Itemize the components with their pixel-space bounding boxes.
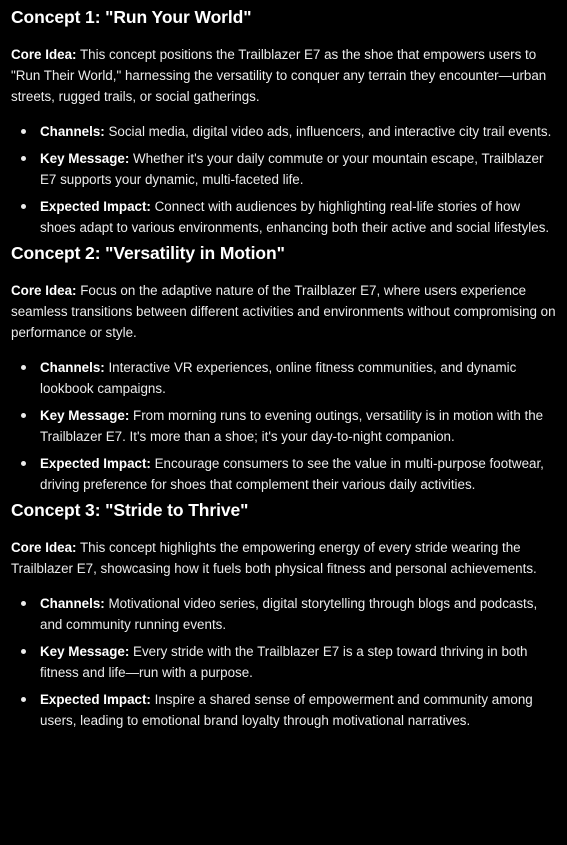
concept-bullet-list (11, 593, 559, 731)
list-item (11, 148, 559, 190)
bullet-text: Motivational video series, digital storytelling through blogs and podcasts, and community running events. (40, 596, 538, 632)
list-item (11, 689, 559, 731)
core-idea-label: Core Idea: (11, 47, 77, 62)
concept-3 (11, 498, 559, 731)
bullet-text: Social media, digital video ads, influencers, and interactive city trail events. (104, 124, 552, 139)
list-item (11, 357, 559, 399)
bullet-text: Encourage consumers to see the value in multi-purpose footwear, driving preference for shoes that complement their various daily activities. (40, 456, 544, 492)
bullet-icon (21, 649, 26, 654)
core-idea-text: This concept highlights the empowering energy of every stride wearing the Trailblazer E7, showcasing how it fuels both physical fitness and personal achievements. (11, 540, 537, 576)
bullet-text: From morning runs to evening outings, versatility is in motion with the Trailblazer E7. It's more than a shoe; it's your day-to-night companion. (40, 408, 544, 444)
bullet-text: Interactive VR experiences, online fitness communities, and dynamic lookbook campaigns. (40, 360, 517, 396)
concept-title: Concept 1: "Run Your World" (11, 7, 252, 27)
concept-title: Concept 3: "Stride to Thrive" (11, 500, 249, 520)
list-item (11, 196, 559, 238)
core-idea-text: Focus on the adaptive nature of the Trailblazer E7, where users experience seamless transitions between different activities and environments without compromising on performance or style. (11, 283, 556, 340)
bullet-icon (21, 156, 26, 161)
core-idea (11, 537, 559, 579)
bullet-text: Whether it's your daily commute or your mountain escape, Trailblazer E7 supports your dynamic, multi-faceted life. (40, 151, 544, 187)
bullet-icon (21, 461, 26, 466)
core-idea (11, 280, 559, 343)
bullet-text: Connect with audiences by highlighting real-life stories of how shoes adapt to various environments, enhancing both their active and social lifestyles. (40, 199, 550, 235)
concept-bullet-list (11, 357, 559, 495)
bullet-label: Channels: (40, 360, 105, 375)
bullet-icon (21, 365, 26, 370)
bullet-icon (21, 129, 26, 134)
bullet-label: Expected Impact: (40, 199, 151, 214)
bullet-label: Channels: (40, 596, 105, 611)
list-item (11, 121, 559, 142)
bullet-label: Expected Impact: (40, 456, 151, 471)
bullet-label: Expected Impact: (40, 692, 151, 707)
concept-2 (11, 241, 559, 495)
bullet-text: Every stride with the Trailblazer E7 is a step toward thriving in both fitness and life—run with a purpose. (40, 644, 528, 680)
list-item (11, 453, 559, 495)
bullet-label: Key Message: (40, 151, 130, 166)
bullet-icon (21, 413, 26, 418)
concept-1 (11, 5, 559, 238)
bullet-icon (21, 601, 26, 606)
bullet-text: Inspire a shared sense of empowerment and community among users, leading to emotional brand loyalty through motivational narratives. (40, 692, 533, 728)
concept-title: Concept 2: "Versatility in Motion" (11, 243, 285, 263)
bullet-label: Channels: (40, 124, 105, 139)
core-idea-label: Core Idea: (11, 540, 77, 555)
list-item (11, 593, 559, 635)
core-idea-text: This concept positions the Trailblazer E7 as the shoe that empowers users to "Run Their World," harnessing the versatility to conquer any terrain they encounter—urban streets, rugged trails, or social gatherings. (11, 47, 547, 104)
list-item (11, 405, 559, 447)
concept-bullet-list (11, 121, 559, 238)
core-idea-label: Core Idea: (11, 283, 77, 298)
core-idea (11, 44, 559, 107)
bullet-icon (21, 697, 26, 702)
bullet-label: Key Message: (40, 644, 130, 659)
bullet-icon (21, 204, 26, 209)
list-item (11, 641, 559, 683)
bullet-label: Key Message: (40, 408, 130, 423)
